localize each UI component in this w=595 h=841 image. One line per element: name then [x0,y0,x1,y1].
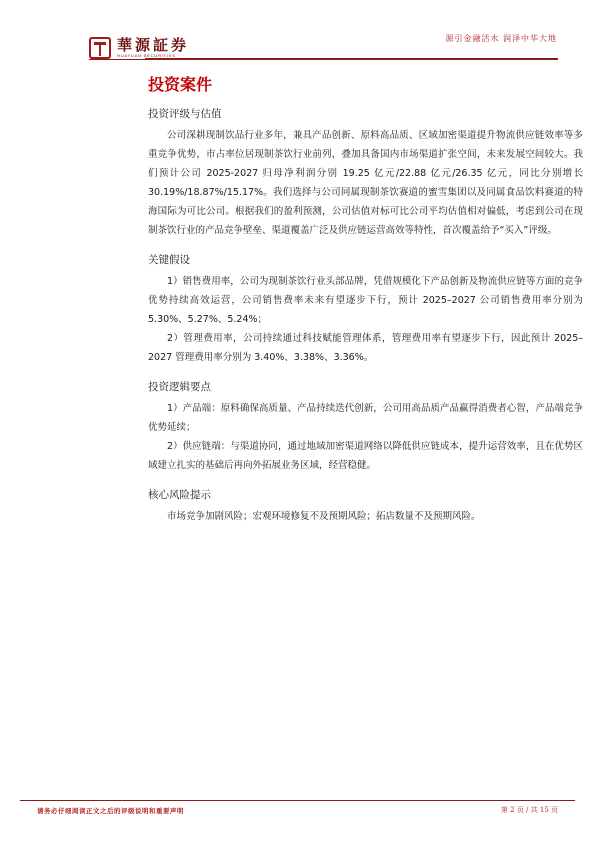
company-logo [89,37,189,59]
header-divider-thick [145,58,558,60]
paragraph: 2）供应链端：与渠道协同，通过地域加密渠道网络以降低供应链成本，提升运营效率，且在优势区域建立扎实的基础后再向外拓展业务区域，经营稳健。 [148,441,583,471]
footer-divider [20,800,575,801]
section-heading: 投资评级与估值 [148,108,222,120]
section-heading: 投资逻辑要点 [148,381,211,393]
footer-disclaimer: 请务必仔细阅读正文之后的评级说明和重要声明 [37,807,184,815]
page-number: 第 2 页 / 共 15 页 [500,806,558,814]
section-key-assumptions [148,253,583,367]
section-investment-logic [148,380,583,475]
page-title: 投资案件 [148,75,213,94]
section-valuation [148,107,583,240]
section-risk [148,488,583,526]
header-slogan: 源引金融活水 润泽中华大地 [445,34,557,43]
logo-emblem-icon [89,37,111,59]
report-body [148,75,583,539]
paragraph: 市场竞争加剧风险；宏观环境修复不及预期风险；拓店数量不及预期风险。 [167,511,481,522]
section-heading: 核心风险提示 [148,489,211,501]
paragraph: 1）销售费用率，公司为现制茶饮行业头部品牌，凭借规模化下产品创新及物流供应链等方面的竞争优势持续高效运营，公司销售费率未来有望逐步下行，预计 2025–2027 公司销售费用率分别为 5.30%、5.27%、5.24%； [148,276,583,325]
logo-name-cn: 華源証券 [117,36,190,54]
paragraph: 2）管理费用率，公司持续通过科技赋能管理体系，管理费用率有望逐步下行，因此预计 2025–2027 管理费用率分别为 3.40%、3.38%、3.36%。 [148,333,583,363]
paragraph: 公司深耕现制饮品行业多年，兼具产品创新、原料高品质、区域加密渠道提升物流供应链效率等多重竞争优势，市占率位居现制茶饮行业前列，叠加具备国内市场渠道扩张空间，未来发展空间较大。我们预计公司 2025-2027 归母净利润分别 19.25 亿元/22.88 亿元/26.35 亿元，同比分别增长 30.19%/18.87%/15.17%。我们选择与公司同属现制茶饮赛道的蜜雪集团以及同属食品饮料赛道的特海国际为可比公司。根据我们的盈利预测，公司估值对标可比公司平均估值相对偏低，考虑到公司在现制茶饮行业的产品竞争壁垒、渠道覆盖广泛及供应链运营高效等特性，首次覆盖给予“买入”评级。 [148,130,583,236]
logo-name-en: HUAYUAN SECURITIES [117,53,176,58]
paragraph: 1）产品端：原料确保高质量、产品持续迭代创新，公司用高品质产品赢得消费者心智，产品端竞争优势延续； [148,403,583,433]
section-heading: 关键假设 [148,254,190,266]
